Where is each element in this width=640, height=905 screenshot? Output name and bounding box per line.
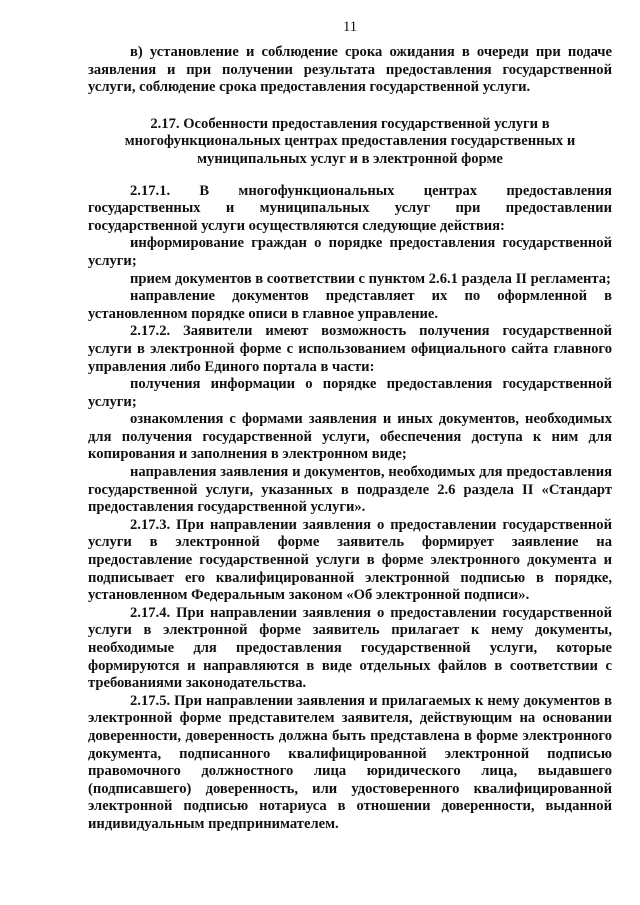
paragraph-2-17-1: 2.17.1. В многофункциональных центрах предоставления государственных и муниципальных услуг при предоставлении государственной услуги осуществляются следующие действия: xyxy=(88,182,612,234)
section-heading-2-17: 2.17. Особенности предоставления государственной услуги в многофункциональных центрах предоставления государственных и муниципальных услуг и в электронной форме xyxy=(124,115,576,167)
paragraph-document-reception: прием документов в соответствии с пунктом 2.6.1 раздела II регламента; xyxy=(130,270,611,287)
paragraph-deadline-compliance: в) установление и соблюдение срока ожидания в очереди при подаче заявления и при получении результата предоставления государственной услуги, соблюдение срока предоставления государственной услуги. xyxy=(88,44,612,96)
paragraph-2-17-3: 2.17.3. При направлении заявления о предоставлении государственной услуги в электронной форме заявитель формирует заявление на предоставление государственной услуги в форме электронного документа и подписывает его квалифицированной электронной подписью в порядке, установленном Федеральным законом «Об электронной подписи». xyxy=(88,516,612,604)
paragraph-document-forwarding: направление документов представляет их по оформленной в установленном порядке описи в главное управление. xyxy=(88,288,612,322)
paragraph-application-submission: направления заявления и документов, необходимых для предоставления государственной услуги, указанных в подразделе 2.6 раздела II «Стандарт предоставления государственной услуги». xyxy=(88,464,612,516)
paragraph-2-17-5: 2.17.5. При направлении заявления и прилагаемых к нему документов в электронной форме представителем заявителя, действующим на основании доверенности, доверенность должна быть представлена в форме электронного документа, подписанного квалифицированной электронной подписью правомочного должностного лица юридического лица, выдавшего (подписавшего) доверенность, или удостоверенного квалифицированной электронной подписью нотариуса в отношении доверенности, выданной индивидуальным предпринимателем. xyxy=(88,692,612,832)
paragraph-information-receipt: получения информации о порядке предоставления государственной услуги; xyxy=(88,376,612,410)
paragraph-informing-citizens: информирование граждан о порядке предоставления государственной услуги; xyxy=(88,235,612,269)
paragraph-2-17-4: 2.17.4. При направлении заявления о предоставлении государственной услуги в электронной форме заявитель прилагает к нему документы, необходимые для предоставления государственной услуги, которые формируются и направляются в виде отдельных файлов в соответствии с требованиями законодательства. xyxy=(88,604,612,692)
page-number: 11 xyxy=(342,19,358,35)
paragraph-forms-familiarization: ознакомления с формами заявления и иных документов, необходимых для получения государственной услуги, обеспечения доступа к ним для копирования и заполнения в электронном виде; xyxy=(88,411,612,463)
document-page xyxy=(88,18,612,834)
paragraph-2-17-2: 2.17.2. Заявители имеют возможность получения государственной услуги в электронной форме с использованием официального сайта главного управления либо Единого портала в части: xyxy=(88,323,612,375)
